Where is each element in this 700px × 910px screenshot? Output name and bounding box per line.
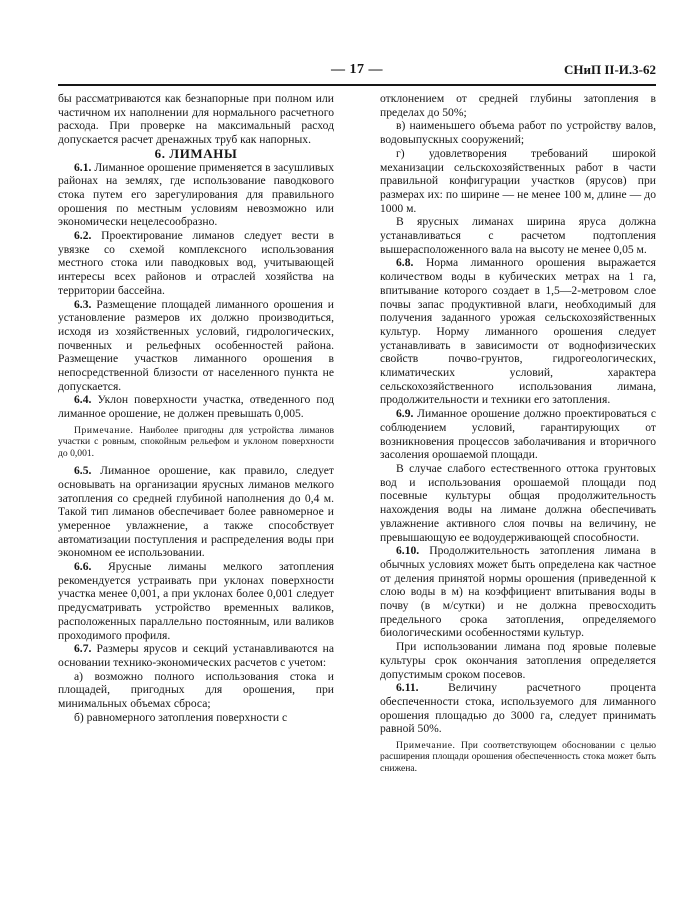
paragraph-6-11: [380, 681, 656, 736]
left-column: [58, 92, 334, 724]
paragraph-number: 6.8.: [396, 256, 414, 270]
note-2: [380, 740, 656, 774]
paragraph-6-9: [380, 407, 656, 462]
paragraph-number: 6.4.: [74, 393, 92, 407]
continuation-paragraph: отклонением от средней глубины затопления в пределах до 50%;: [380, 92, 656, 119]
paragraph-tiers: В ярусных лиманах ширина яруса должна устанавливаться с расчетом подтопления вышерасположенного вала на высоту не менее 0,05 м.: [380, 215, 656, 256]
section-title: 6. ЛИМАНЫ: [154, 145, 238, 161]
list-item-b: б) равномерного затопления поверхности с: [74, 710, 288, 724]
list-item-a: а) возможно полного использования стока и площадей, пригодных для орошения, при минимальных объемах сброса;: [58, 669, 334, 711]
paragraph-number: 6.1.: [74, 160, 92, 174]
paragraph-6-5: [58, 464, 334, 560]
paragraph-number: 6.6.: [74, 560, 92, 574]
paragraph-6-8: [380, 256, 656, 407]
paragraph-text: Лиманное орошение, как правило, следует основывать на организации ярусных лиманов мелкого затопления со средней глубиной наполнения до 0,4 м. Такой тип лиманов обеспечивает более равномерное и умеренное увлажнение, а также способствует автоматизации поступления и распределения воды при экономном ее использовании.: [58, 464, 334, 560]
paragraph-6-7: [58, 642, 334, 669]
paragraph-number: 6.11.: [396, 681, 419, 695]
paragraph-number: 6.5.: [74, 464, 92, 478]
list-item-g: г) удовлетворения требований широкой механизации сельскохозяйственных работ в части правильной конфигурации участков (ярусов) при размерах их: по ширине — не менее 100 м, длине — до 1000 м.: [380, 146, 656, 215]
paragraph-text: Ярусные лиманы мелкого затопления рекомендуется устраивать при уклонах поверхности участка менее 0,001, а при уклонах более 0,001 следует предусматривать устройство временных валиков, расположенных параллельно постоянным, или валиков проходимого профиля.: [58, 560, 334, 642]
paragraph-outflow: В случае слабого естественного оттока грунтовых вод и использования орошаемой площади под посевные культуры общая продолжительность нахождения воды на лимане должна обеспечивать увлажнение активного слоя почвы на величину, не превышающую ее водоудерживающей способности.: [380, 461, 656, 544]
paragraph-6-10: [380, 544, 656, 640]
note-text: При соответствующем обосновании с целью расширения площади орошения обеспеченность стока может быть снижена.: [380, 740, 656, 774]
paragraph-text: Проектирование лиманов следует вести в увязке со схемой комплексного использования местного стока или паводковых вод, учитывающей интересы всех районов и отраслей хозяйства на территории бассейна.: [58, 229, 334, 297]
right-column: [380, 92, 656, 779]
paragraph-number: 6.3.: [74, 297, 92, 311]
paragraph-number: 6.2.: [74, 229, 92, 243]
paragraph-6-3: [58, 298, 334, 394]
paragraph-spring: При использовании лимана под яровые полевые культуры срок окончания затопления определяется допустимым сроком посевов.: [380, 640, 656, 681]
paragraph-number: 6.9.: [396, 407, 414, 421]
list-item-v: в) наименьшего объема работ по устройству валов, водовыпускных сооружений;: [380, 119, 656, 147]
paragraph-text: Продолжительность затопления лимана в обычных условиях может быть определена как частное от деления принятой нормы орошения (приведенной к слою воды в м) на коэффициент впитывания воды в почву (в м/сутки) и не должна превосходить предельного срока затопления, определяемого биологическими особенностями культур.: [380, 544, 656, 640]
paragraph-number: 6.10.: [396, 544, 420, 558]
paragraph-text: Уклон поверхности участка, отведенного под лиманное орошение, не должен превышать 0,005.: [58, 393, 334, 421]
paragraph-text: Лиманное орошение применяется в засушливых районах на землях, где использование паводкового стока путем его зарегулирования для правильного орошения по местным условиям невозможно или экономически нецелесообразно.: [58, 160, 334, 229]
note-text: Наиболее пригодны для устройства лиманов участки с ровным, спокойным рельефом и уклоном поверхности до 0,001.: [58, 424, 334, 459]
page-number: — 17 —: [331, 62, 383, 77]
paragraph-text: Размеры ярусов и секций устанавливаются на основании технико-экономических расчетов с учетом:: [58, 642, 334, 669]
paragraph-6-6: [58, 560, 334, 642]
note-label: Примечание.: [396, 740, 456, 752]
paragraph-text: Величину расчетного процента обеспеченности стока, используемого для лиманного орошения площадью до 3000 га, следует принимать равной 50%.: [380, 681, 657, 736]
header-rule: [58, 84, 656, 86]
continuation-paragraph: бы рассматриваются как безнапорные при полном или частичном их наполнении для нормального расчетного расхода. При проверке на максимальный расход допускается расчет дренажных труб как напорных.: [58, 92, 334, 147]
page-header: [58, 62, 656, 82]
paragraph-6-4: [58, 393, 334, 420]
paragraph-6-1: [58, 161, 334, 230]
paragraph-text: Лиманное орошение должно проектироваться с соблюдением условий, гарантирующих от возникновения процессов заболачивания и вторичного засоления орошаемой площади.: [380, 407, 656, 462]
paragraph-6-2: [58, 229, 334, 298]
paragraph-number: 6.7.: [74, 642, 92, 656]
note-1: [58, 425, 334, 459]
paragraph-text: Норма лиманного орошения выражается количеством воды в кубических метрах на 1 га, впитывание которого создает в 1,5—2-метровом слое почвы запас продуктивной влаги, необходимый для получения заданного урожая сельскохозяйственных культур. Норму лиманного орошения следует устанавливать в зависимости от воднофизических свойств почво-грунтов, гидрогеологических, климатических условий, характера сельскохозяйственного использования лимана, продолжительности и техники его затопления.: [380, 256, 657, 407]
paragraph-text: Размещение площадей лиманного орошения и установление размеров их должно производиться, исходя из хозяйственных условий, гидрологических, почвенных и рельефных особенностей района. Размещение участков лиманного орошения в непосредственной близости от населенного пункта не допускается.: [58, 297, 334, 393]
note-label: Примечание.: [74, 424, 134, 436]
document-code: СНиП II-И.3-62: [564, 62, 656, 77]
